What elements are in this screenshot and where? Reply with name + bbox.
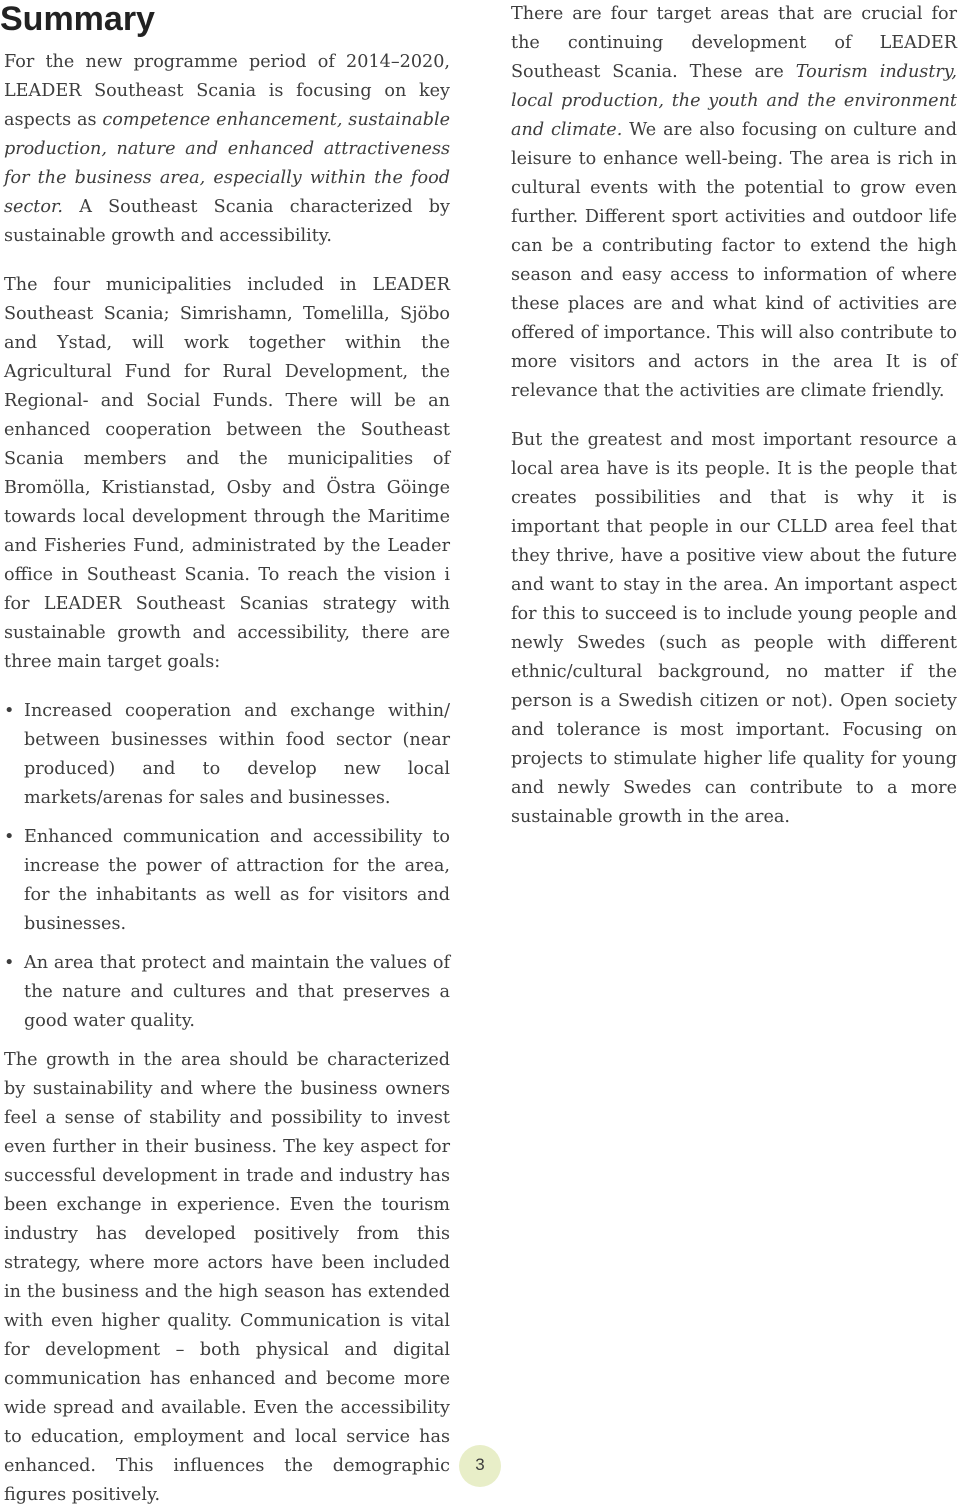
target-areas-lead: There are four target areas that are crucial for the continuing development of LEADER Southeast Scania. These are — [511, 4, 957, 82]
target-goals-list — [4, 697, 450, 1036]
intro-paragraph — [4, 48, 450, 251]
growth-paragraph: The growth in the area should be characterized by sustainability and where the business owners feel a sense of stability and possibility to invest even further in their business. The key aspect for successful development in trade and industry has been exchange in experience. Even the tourism industry has developed positively from this strategy, where more actors have been included in the business and the high season has extended with even higher quality. Communication is vital for development – both physical and digital communication has enhanced and become more wide spread and available. Even the accessibility to education, employment and local service has enhanced. This influences the demographic figures positively. — [4, 1050, 450, 1505]
list-item: • An area that protect and maintain the values of the nature and cultures and that preserves a good water quality. — [4, 949, 450, 1036]
right-column — [511, 0, 957, 832]
intro-lead: For the new programme period of 2014–2020, LEADER Southeast Scania is focusing on key aspects as — [4, 52, 450, 130]
intro-key-aspects: competence enhancement, sustainable production, nature and enhanced attractiveness for the business area, especially within the food sector. — [4, 110, 450, 217]
page-number: 3 — [475, 1455, 485, 1474]
left-column — [0, 0, 450, 1510]
list-item: • Enhanced communication and accessibility to increase the power of attraction for the area, for the inhabitants as well as for visitors and businesses. — [4, 823, 450, 939]
people-paragraph: But the greatest and most important resource a local area have is its people. It is the people that creates possibilities and that is why it is important that people in our CLLD area feel that they thrive, have a positive view about the future and want to stay in the area. An important aspect for this to succeed is to include young people and newly Swedes (such as people with different ethnic/cultural background, no matter if the person is a Swedish citizen or not). Open society and tolerance is most important. Focusing on projects to stimulate higher life quality for young and newly Swedes can contribute to a more sustainable growth in the area. — [511, 430, 957, 827]
intro-tail: A Southeast Scania characterized by sustainable growth and accessibility. — [4, 197, 450, 246]
municipalities-paragraph: The four municipalities included in LEADER Southeast Scania; Simrishamn, Tomelilla, Sjöbo and Ystad, will work together within the Agricultural Fund for Rural Development, the Regional- and Social Funds. There will be an enhanced cooperation between the Southeast Scania members and the municipalities of Bromölla, Kristianstad, Osby and Östra Göinge towards local development through the Maritime and Fisheries Fund, administrated by the Leader office in Southeast Scania. To reach the vision i for LEADER Southeast Scanias strategy with sustainable growth and accessibility, there are three main target goals: — [4, 275, 450, 672]
page-title: Summary — [0, 0, 155, 38]
target-areas-tail: We are also focusing on culture and leisure to enhance well-being. The area is rich in cultural events with the potential to grow even further. Different sport activities and outdoor life can be a contributing factor to extend the high season and easy access to information of where these places are and what kind of activities are offered of importance. This will also contribute to more visitors and actors in the area It is of relevance that the activities are climate friendly. — [511, 120, 957, 401]
list-item: • Increased cooperation and exchange within/ between businesses within food sector (near produced) and to develop new local markets/arenas for sales and businesses. — [4, 697, 450, 813]
target-areas-paragraph — [511, 0, 957, 406]
target-areas-list: Tourism industry, local production, the youth and the environment and climate. — [511, 62, 957, 140]
